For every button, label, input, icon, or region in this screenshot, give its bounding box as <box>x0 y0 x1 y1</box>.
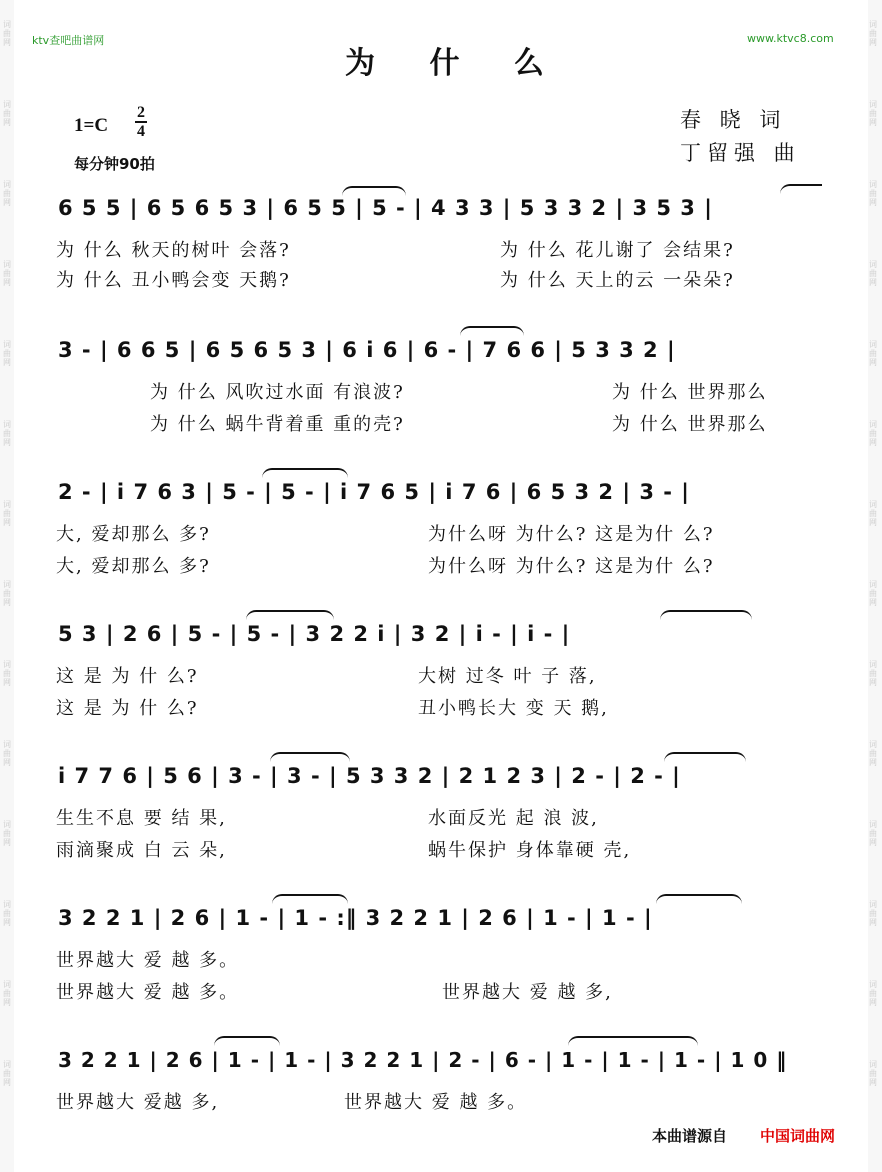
lyric-row-3-verse-2-part-2: 为什么呀 为什么? 这是为什 么? <box>428 556 715 577</box>
tie-slur <box>342 186 406 196</box>
tie-slur <box>664 752 746 762</box>
watermark-glyph: 词 曲 网 <box>3 340 11 367</box>
lyric-row-2-verse-2-part-1: 为 什么 蜗牛背着重 重的壳? <box>150 414 405 435</box>
lyric-row-1-verse-1-part-2: 为 什么 花儿谢了 会结果? <box>500 240 735 261</box>
tempo-marking: 每分钟90拍 <box>74 155 155 173</box>
time-signature-bottom: 4 <box>137 123 145 140</box>
watermark-glyph: 词 曲 网 <box>3 580 11 607</box>
tie-slur <box>660 610 752 620</box>
watermark-glyph: 词 曲 网 <box>869 100 877 127</box>
notation-row-5: i 7 7 6 | 5 6 | 3 - | 3 - | 5 3 3 2 | 2 1 2 3 | 2 - | 2 - | <box>58 764 681 788</box>
tie-slur <box>262 468 348 478</box>
watermark-glyph: 词 曲 网 <box>869 580 877 607</box>
lyric-row-4-verse-2-part-2: 丑小鸭长大 变 天 鹅, <box>418 698 609 719</box>
lyric-row-2-verse-1-part-2: 为 什么 世界那么 <box>612 382 768 403</box>
watermark-glyph: 词 曲 网 <box>3 740 11 767</box>
tie-slur <box>214 1036 280 1046</box>
lyric-row-6-verse-1: 世界越大 爱 越 多。 <box>56 950 240 971</box>
watermark-glyph: 词 曲 网 <box>869 900 877 927</box>
watermark-glyph: 词 曲 网 <box>869 180 877 207</box>
lyric-row-3-verse-1-part-1: 大, 爱却那么 多? <box>56 524 211 545</box>
time-signature-top: 2 <box>137 104 145 121</box>
watermark-glyph: 词 曲 网 <box>3 900 11 927</box>
lyric-row-4-verse-2-part-1: 这 是 为 什 么? <box>56 698 199 719</box>
notation-row-7: 3 2 2 1 | 2 6 | 1 - | 1 - | 3 2 2 1 | 2 - | 6 - | 1 - | 1 - | 1 - | 1 0 ‖ <box>58 1048 788 1072</box>
lyric-row-5-verse-2-part-2: 蜗牛保护 身体靠硬 壳, <box>428 840 632 861</box>
song-title: 为 什 么 <box>345 46 566 81</box>
watermark-glyph: 词 曲 网 <box>869 260 877 287</box>
watermark-glyph: 词 曲 网 <box>3 500 11 527</box>
tie-slur <box>780 184 822 194</box>
watermark-glyph: 词 曲 网 <box>3 100 11 127</box>
lyric-row-4-verse-1-part-2: 大树 过冬 叶 子 落, <box>418 666 597 687</box>
watermark-glyph: 词 曲 网 <box>869 340 877 367</box>
notation-row-3: 2 - | i 7 6 3 | 5 - | 5 - | i 7 6 5 | i 7 6 | 6 5 3 2 | 3 - | <box>58 480 690 504</box>
watermark-glyph: 词 曲 网 <box>869 820 877 847</box>
lyric-row-6-verse-2-part-1: 世界越大 爱 越 多。 <box>56 982 240 1003</box>
lyric-row-5-verse-1-part-1: 生生不息 要 结 果, <box>56 808 227 829</box>
lyric-row-4-verse-1-part-1: 这 是 为 什 么? <box>56 666 199 687</box>
lyric-row-1-verse-2-part-1: 为 什么 丑小鸭会变 天鹅? <box>56 270 291 291</box>
notation-row-4: 5 3 | 2 6 | 5 - | 5 - | 3 2 2 i | 3 2 | i - | i - | <box>58 622 571 646</box>
watermark-glyph: 词 曲 网 <box>869 420 877 447</box>
lyric-row-5-verse-2-part-1: 雨滴聚成 白 云 朵, <box>56 840 227 861</box>
time-signature <box>134 104 148 140</box>
lyric-row-6-verse-2-part-2: 世界越大 爱 越 多, <box>442 982 613 1003</box>
notation-row-1: 6 5 5 | 6 5 6 5 3 | 6 5 5 | 5 - | 4 3 3 | 5 3 3 2 | 3 5 3 | <box>58 196 713 220</box>
tie-slur <box>460 326 524 336</box>
watermark-glyph: 词 曲 网 <box>3 820 11 847</box>
watermark-glyph: 词 曲 网 <box>3 980 11 1007</box>
notation-row-2: 3 - | 6 6 5 | 6 5 6 5 3 | 6 i 6 | 6 - | 7 6 6 | 5 3 3 2 | <box>58 338 676 362</box>
lyricist-credit: 春 晓 词 <box>680 108 787 132</box>
notation-row-6: 3 2 2 1 | 2 6 | 1 - | 1 - :‖ 3 2 2 1 | 2 6 | 1 - | 1 - | <box>58 906 653 930</box>
lyric-row-1-verse-1-part-1: 为 什么 秋天的树叶 会落? <box>56 240 291 261</box>
watermark-glyph: 词 曲 网 <box>3 1060 11 1087</box>
lyric-row-5-verse-1-part-2: 水面反光 起 浪 波, <box>428 808 599 829</box>
watermark-glyph: 词 曲 网 <box>3 260 11 287</box>
watermark-glyph: 词 曲 网 <box>3 180 11 207</box>
tie-slur <box>568 1036 698 1046</box>
lyric-row-7-part-1: 世界越大 爱越 多, <box>56 1092 220 1113</box>
watermark-glyph: 词 曲 网 <box>869 980 877 1007</box>
watermark-glyph: 词 曲 网 <box>3 660 11 687</box>
tie-slur <box>270 752 350 762</box>
watermark-glyph: 词 曲 网 <box>3 420 11 447</box>
tie-slur <box>656 894 742 904</box>
key-signature: 1=C <box>74 115 109 136</box>
source-label: 本曲谱源自 <box>652 1127 728 1145</box>
composer-credit: 丁留强 曲 <box>680 141 801 165</box>
watermark-glyph: 词 曲 网 <box>3 20 11 47</box>
lyric-row-3-verse-1-part-2: 为什么呀 为什么? 这是为什 么? <box>428 524 715 545</box>
lyric-row-2-verse-2-part-2: 为 什么 世界那么 <box>612 414 768 435</box>
tie-slur <box>272 894 348 904</box>
site-url-right: www.ktvc8.com <box>747 32 834 45</box>
lyric-row-1-verse-2-part-2: 为 什么 天上的云 一朵朵? <box>500 270 735 291</box>
watermark-glyph: 词 曲 网 <box>869 660 877 687</box>
lyric-row-2-verse-1-part-1: 为 什么 风吹过水面 有浪波? <box>150 382 405 403</box>
watermark-glyph: 词 曲 网 <box>869 20 877 47</box>
source-site-link[interactable]: 中国词曲网 <box>760 1127 836 1145</box>
site-name-left: ktv查吧曲谱网 <box>32 34 105 47</box>
watermark-glyph: 词 曲 网 <box>869 1060 877 1087</box>
watermark-glyph: 词 曲 网 <box>869 740 877 767</box>
lyric-row-7-part-2: 世界越大 爱 越 多。 <box>344 1092 528 1113</box>
lyric-row-3-verse-2-part-1: 大, 爱却那么 多? <box>56 556 211 577</box>
tie-slur <box>246 610 334 620</box>
watermark-glyph: 词 曲 网 <box>869 500 877 527</box>
